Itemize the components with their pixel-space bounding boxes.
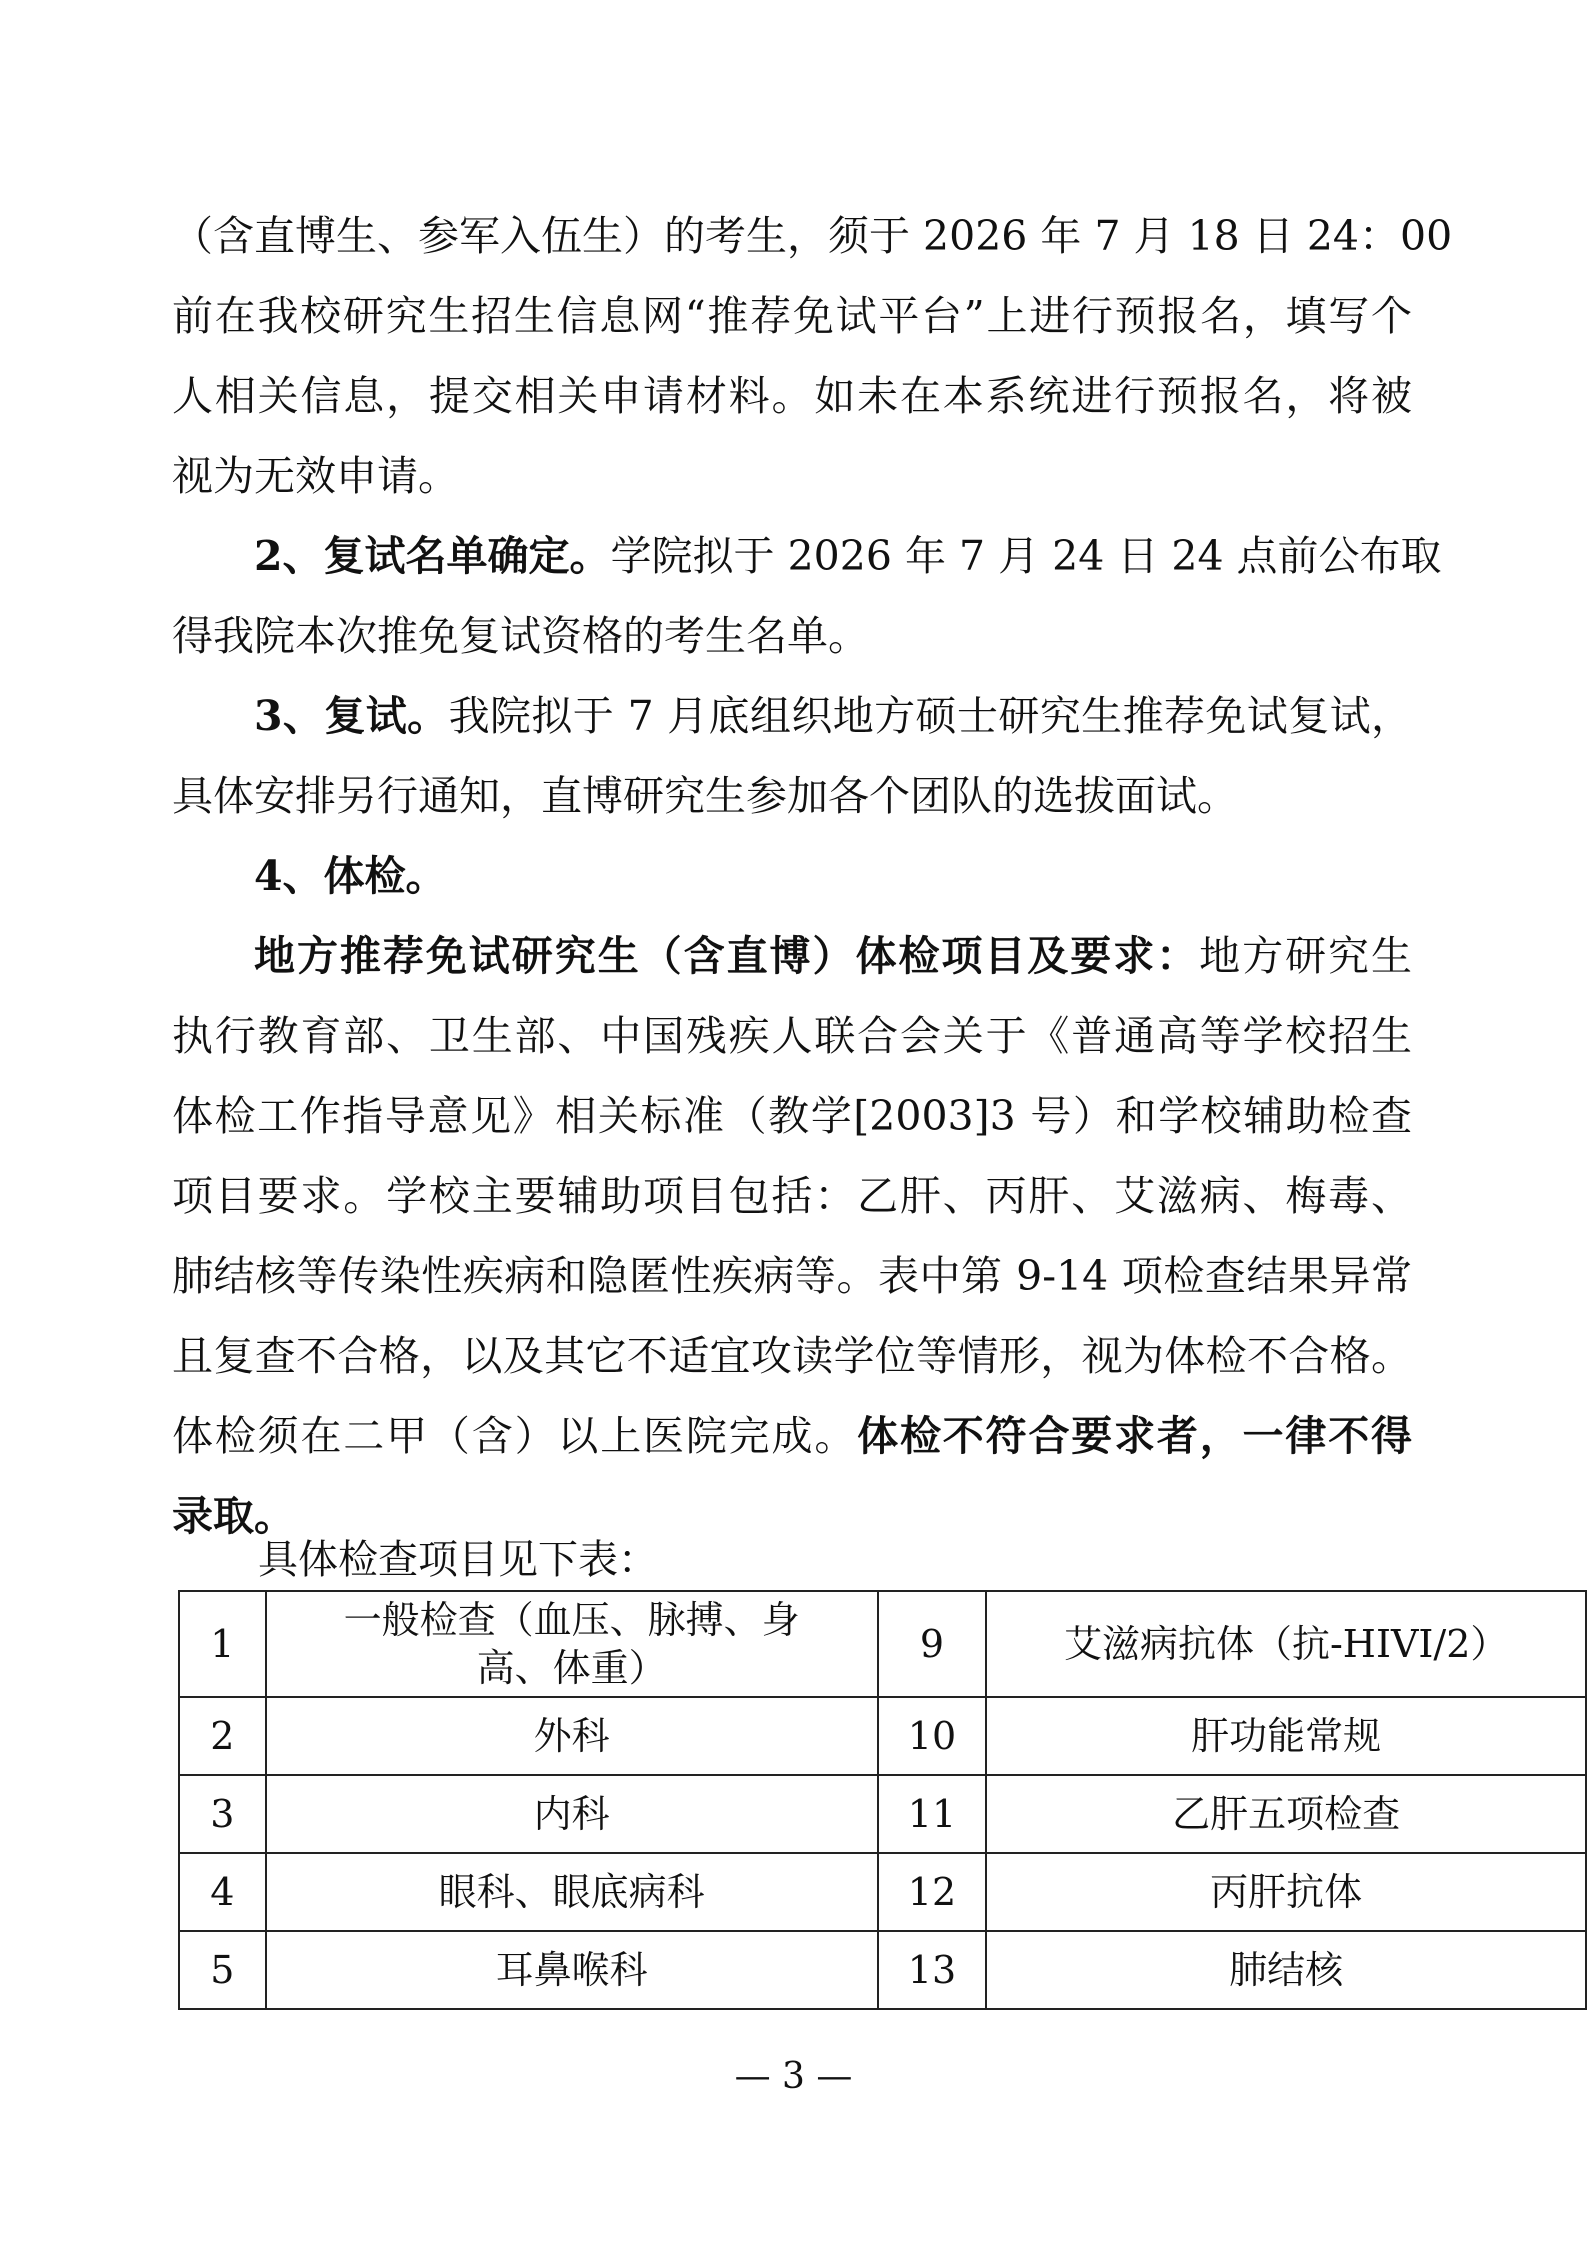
admission-warning-end: 录取。 (172, 1492, 295, 1540)
admission-warning: 体检不符合要求者，一律不得 (857, 1412, 1413, 1460)
section-3-text: 我院拟于 7 月底组织地方硕士研究生推荐免试复试， (448, 692, 1413, 740)
item-number: 5 (179, 1931, 266, 2009)
paragraph-line: 人相关信息，提交相关申请材料。如未在本系统进行预报名，将被 (172, 372, 1412, 420)
section-2-text: 学院拟于 2026 年 7 月 24 日 24 点前公布取 (610, 532, 1442, 580)
section-3-heading: 3、复试。 (254, 692, 449, 740)
paragraph-line: 前在我校研究生招生信息网“推荐免试平台”上进行预报名，填写个 (172, 292, 1412, 340)
exam-items-table (178, 1590, 1587, 2010)
section-3-line-1 (254, 686, 1412, 746)
item-name: 一般检查（血压、脉搏、身高、体重） (266, 1591, 878, 1697)
section-5-line-1 (254, 926, 1412, 986)
paragraph-line (172, 1406, 1412, 1466)
item-name: 丙肝抗体 (986, 1853, 1586, 1931)
item-number: 9 (878, 1591, 987, 1697)
item-name: 肝功能常规 (986, 1697, 1586, 1775)
section-5-text: 地方研究生 (1199, 932, 1413, 980)
item-number: 3 (179, 1775, 266, 1853)
table-row (179, 1775, 1586, 1853)
paragraph-line: （含直博生、参军入伍生）的考生，须于 2026 年 7 月 18 日 24：00 (172, 212, 1453, 260)
item-number: 13 (878, 1931, 987, 2009)
section-4-heading (254, 846, 1412, 906)
paragraph-line: 视为无效申请。 (172, 452, 459, 500)
item-name: 艾滋病抗体（抗-HIVI/2） (986, 1591, 1586, 1697)
section-5-heading: 地方推荐免试研究生（含直博）体检项目及要求： (254, 932, 1200, 980)
item-name: 内科 (266, 1775, 878, 1853)
paragraph-line: 且复查不合格，以及其它不适宜攻读学位等情形，视为体检不合格。 (172, 1332, 1412, 1380)
item-number: 2 (179, 1697, 266, 1775)
paragraph-line: 体检工作指导意见》相关标准（教学[2003]3 号）和学校辅助检查 (172, 1092, 1412, 1140)
item-number: 4 (179, 1853, 266, 1931)
paragraph-line: 肺结核等传染性疾病和隐匿性疾病等。表中第 9-14 项检查结果异常 (172, 1252, 1412, 1300)
paragraph-line: 执行教育部、卫生部、中国残疾人联合会关于《普通高等学校招生 (172, 1012, 1412, 1060)
item-number: 12 (878, 1853, 987, 1931)
table-row (179, 1697, 1586, 1775)
item-name: 肺结核 (986, 1931, 1586, 2009)
item-number: 1 (179, 1591, 266, 1697)
section-2-heading: 2、复试名单确定。 (254, 532, 611, 580)
table-row (179, 1591, 1586, 1697)
table-caption: 具体检查项目见下表： (258, 1537, 658, 1583)
section-2-line-1 (254, 526, 1442, 586)
page-number: — 3 — (734, 2056, 853, 2097)
item-name: 外科 (266, 1697, 878, 1775)
item-name: 眼科、眼底病科 (266, 1853, 878, 1931)
table-row (179, 1853, 1586, 1931)
section-2-line-2: 得我院本次推免复试资格的考生名单。 (172, 612, 869, 660)
item-name: 乙肝五项检查 (986, 1775, 1586, 1853)
item-number: 10 (878, 1697, 987, 1775)
item-number: 11 (878, 1775, 987, 1853)
section-3-line-2: 具体安排另行通知，直博研究生参加各个团队的选拔面试。 (172, 772, 1238, 820)
hospital-requirement: 体检须在二甲（含）以上医院完成。 (172, 1412, 858, 1460)
paragraph-line: 项目要求。学校主要辅助项目包括：乙肝、丙肝、艾滋病、梅毒、 (172, 1172, 1412, 1220)
item-name: 耳鼻喉科 (266, 1931, 878, 2009)
section-4-heading-text: 4、体检。 (254, 852, 447, 900)
table-row (179, 1931, 1586, 2009)
